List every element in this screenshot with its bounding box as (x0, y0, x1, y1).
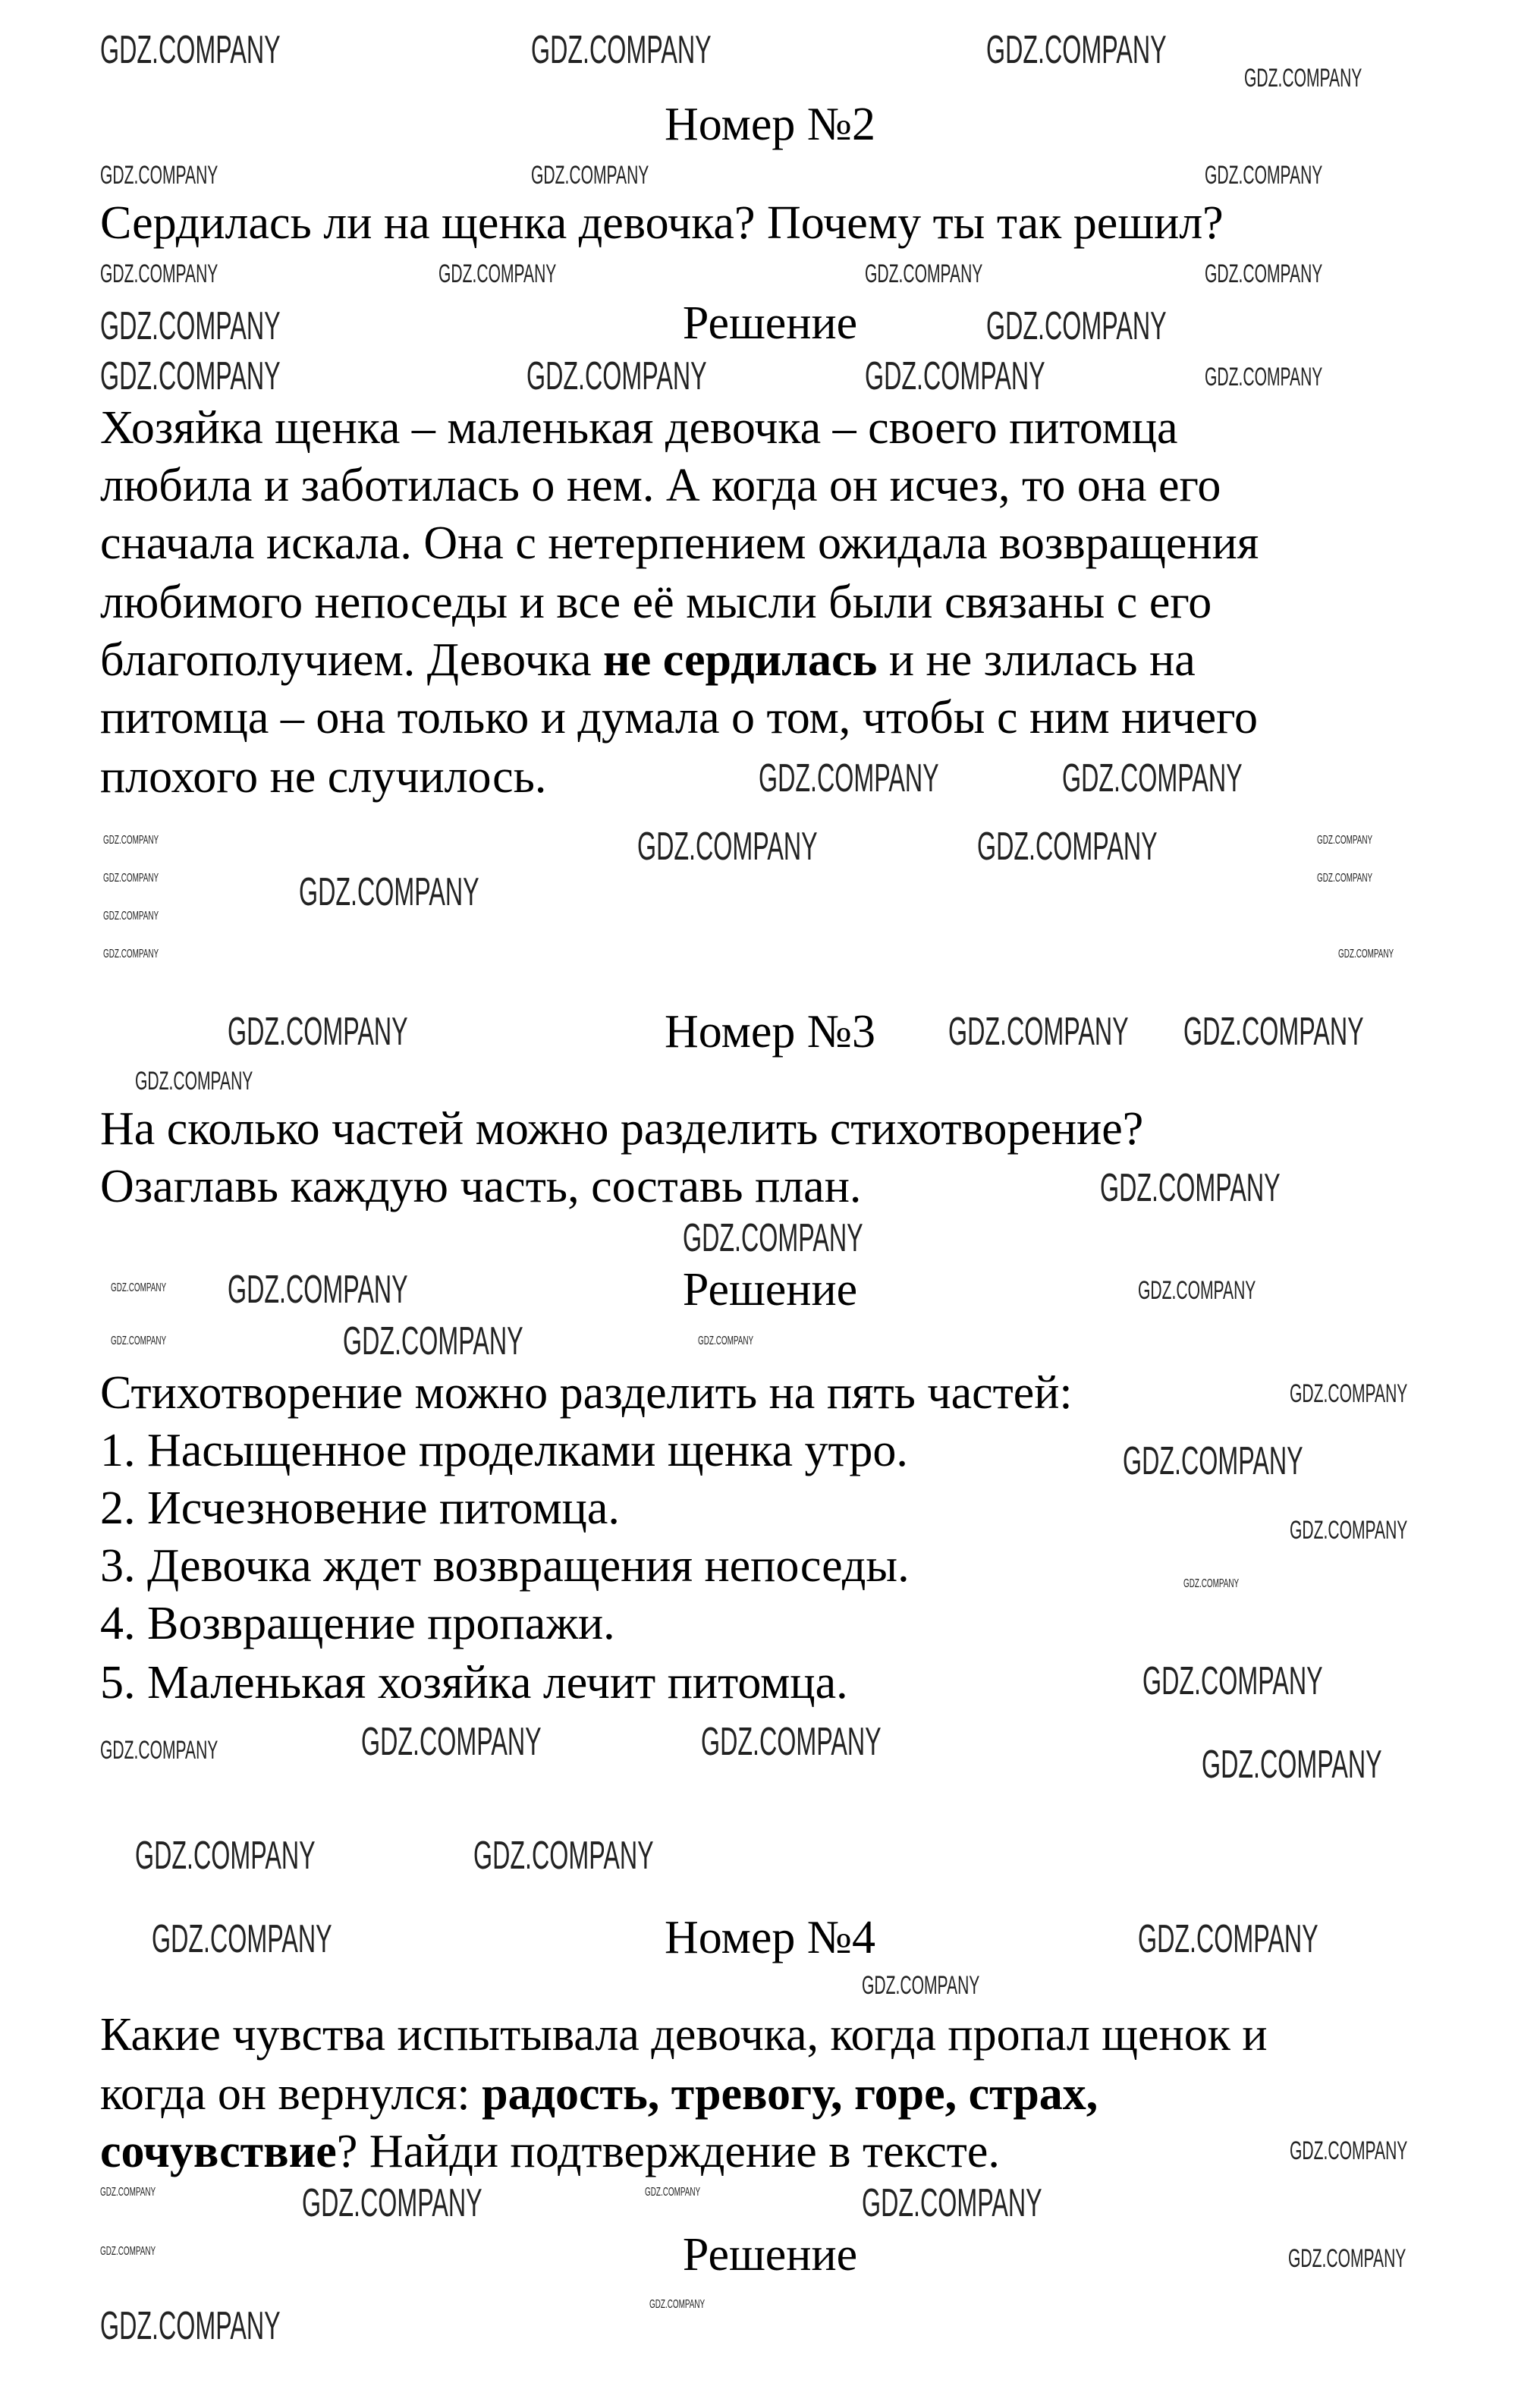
answer-line: любила и заботилась о нем. А когда он исчез, то она его (100, 460, 1221, 511)
watermark: GDZ.COMPANY (1138, 1276, 1256, 1305)
watermark: GDZ.COMPANY (103, 872, 159, 885)
watermark: GDZ.COMPANY (1317, 872, 1373, 885)
watermark: GDZ.COMPANY (100, 161, 218, 190)
watermark: GDZ.COMPANY (100, 354, 281, 398)
watermark: GDZ.COMPANY (135, 1067, 253, 1096)
watermark: GDZ.COMPANY (865, 259, 983, 288)
watermark: GDZ.COMPANY (759, 756, 939, 800)
watermark: GDZ.COMPANY (100, 1736, 218, 1765)
watermark: GDZ.COMPANY (343, 1319, 523, 1363)
watermark: GDZ.COMPANY (100, 259, 218, 288)
task-title: Номер №3 (664, 1006, 876, 1058)
watermark: GDZ.COMPANY (862, 2181, 1042, 2225)
watermark: GDZ.COMPANY (103, 910, 159, 923)
watermark: GDZ.COMPANY (977, 825, 1158, 869)
watermark: GDZ.COMPANY (645, 2186, 701, 2199)
watermark: GDZ.COMPANY (111, 1281, 167, 1294)
watermark: GDZ.COMPANY (1205, 161, 1323, 190)
task-question (100, 2065, 1098, 2123)
watermark: GDZ.COMPANY (100, 28, 281, 72)
watermark: GDZ.COMPANY (299, 870, 479, 914)
watermark: GDZ.COMPANY (135, 1834, 316, 1878)
watermark: GDZ.COMPANY (526, 354, 707, 398)
watermark: GDZ.COMPANY (152, 1917, 332, 1961)
watermark: GDZ.COMPANY (1183, 1010, 1364, 1054)
plan-item: 3. Девочка ждет возвращения непоседы. (100, 1540, 910, 1592)
watermark: GDZ.COMPANY (637, 825, 818, 869)
watermark: GDZ.COMPANY (228, 1268, 408, 1312)
task-question: Сердилась ли на щенка девочка? Почему ты так решил? (100, 197, 1224, 249)
watermark: GDZ.COMPANY (361, 1720, 542, 1764)
answer-line: питомца – она только и думала о том, чтобы с ним ничего (100, 692, 1259, 744)
text: и не злилась на (877, 634, 1196, 686)
plan-item: 1. Насыщенное проделками щенка утро. (100, 1425, 908, 1476)
watermark: GDZ.COMPANY (531, 28, 712, 72)
watermark: GDZ.COMPANY (683, 1216, 863, 1260)
watermark: GDZ.COMPANY (100, 304, 281, 348)
watermark: GDZ.COMPANY (531, 161, 649, 190)
watermark: GDZ.COMPANY (1288, 2244, 1406, 2273)
bold-text: радость, тревогу, горе, страх, (482, 2068, 1098, 2120)
watermark: GDZ.COMPANY (228, 1010, 408, 1054)
watermark: GDZ.COMPANY (1142, 1659, 1323, 1703)
watermark: GDZ.COMPANY (1123, 1439, 1303, 1483)
plan-item: 5. Маленькая хозяйка лечит питомца. (100, 1657, 848, 1709)
text: ? Найди подтверждение в тексте. (336, 2126, 1000, 2177)
watermark: GDZ.COMPANY (103, 948, 159, 960)
watermark: GDZ.COMPANY (1244, 64, 1362, 93)
task-title: Номер №2 (664, 99, 876, 150)
watermark: GDZ.COMPANY (701, 1720, 882, 1764)
answer-line: сначала искала. Она с нетерпением ожидала возвращения (100, 517, 1259, 569)
text: когда он вернулся: (100, 2068, 482, 2120)
solution-label: Решение (682, 297, 858, 349)
watermark: GDZ.COMPANY (698, 1335, 754, 1347)
watermark: GDZ.COMPANY (1290, 1516, 1408, 1545)
watermark: GDZ.COMPANY (1290, 1379, 1408, 1408)
watermark: GDZ.COMPANY (986, 28, 1167, 72)
watermark: GDZ.COMPANY (100, 2186, 156, 2199)
watermark: GDZ.COMPANY (1202, 1743, 1382, 1787)
watermark: GDZ.COMPANY (1205, 363, 1323, 391)
bold-text: сочувствие (100, 2126, 337, 2177)
task-question: Озаглавь каждую часть, составь план. (100, 1161, 862, 1212)
watermark: GDZ.COMPANY (100, 2245, 156, 2258)
watermark: GDZ.COMPANY (473, 1834, 654, 1878)
answer-line: Хозяйка щенка – маленькая девочка – своего питомца (100, 402, 1178, 454)
solution-label: Решение (682, 1264, 858, 1316)
watermark: GDZ.COMPANY (100, 2304, 281, 2348)
plan-item: 2. Исчезновение питомца. (100, 1482, 620, 1534)
task-question: На сколько частей можно разделить стихотворение? (100, 1103, 1144, 1155)
watermark: GDZ.COMPANY (111, 1335, 167, 1347)
task-title: Номер №4 (664, 1912, 876, 1963)
watermark: GDZ.COMPANY (1338, 948, 1394, 960)
watermark: GDZ.COMPANY (1138, 1917, 1318, 1961)
text: благополучием. Девочка (100, 634, 603, 686)
task-question: Какие чувства испытывала девочка, когда пропал щенок и (100, 2009, 1268, 2061)
bold-text: не сердилась (602, 634, 878, 686)
watermark: GDZ.COMPANY (865, 354, 1045, 398)
watermark: GDZ.COMPANY (438, 259, 557, 288)
answer-intro: Стихотворение можно разделить на пять частей: (100, 1367, 1073, 1419)
watermark: GDZ.COMPANY (948, 1010, 1129, 1054)
solution-label: Решение (682, 2229, 858, 2281)
watermark: GDZ.COMPANY (302, 2181, 482, 2225)
watermark: GDZ.COMPANY (1205, 259, 1323, 288)
watermark: GDZ.COMPANY (1183, 1577, 1240, 1590)
watermark: GDZ.COMPANY (1100, 1166, 1281, 1210)
plan-item: 4. Возвращение пропажи. (100, 1598, 615, 1649)
watermark: GDZ.COMPANY (1317, 834, 1373, 847)
watermark: GDZ.COMPANY (649, 2298, 706, 2311)
answer-line (100, 631, 1196, 689)
watermark: GDZ.COMPANY (103, 834, 159, 847)
watermark: GDZ.COMPANY (862, 1971, 980, 2000)
watermark: GDZ.COMPANY (1290, 2136, 1408, 2165)
watermark: GDZ.COMPANY (986, 304, 1167, 348)
answer-line: плохого не случилось. (100, 751, 547, 803)
answer-line: любимого непоседы и все её мысли были связаны с его (100, 577, 1212, 628)
watermark: GDZ.COMPANY (1062, 756, 1243, 800)
task-question (100, 2123, 1000, 2180)
